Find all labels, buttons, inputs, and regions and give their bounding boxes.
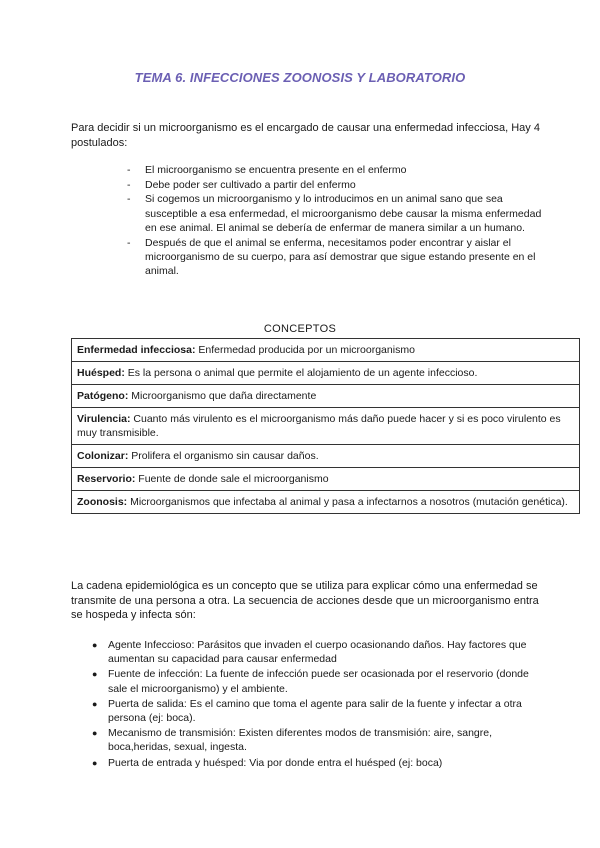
concept-definition: Microorganismos que infectaba al animal y pasa a infectarnos a nosotros (mutación genética).: [127, 496, 568, 508]
list-item: [127, 192, 547, 235]
postulates-list: [127, 163, 547, 279]
concept-term: Patógeno:: [77, 390, 129, 402]
concept-term: Enfermedad infecciosa:: [77, 344, 196, 356]
table-cell: [72, 339, 580, 362]
table-cell: [72, 491, 580, 514]
bullet-marker: ●: [92, 757, 98, 768]
epidemiological-chain-paragraph: La cadena epidemiológica es un concepto que se utiliza para explicar cómo una enfermedad se transmite de una persona a otra. La secuencia de acciones desde que un microorganismo entra se hospeda y infecta són:: [71, 580, 539, 622]
list-item: [127, 163, 547, 177]
list-item: [90, 667, 540, 695]
dash-marker: -: [127, 193, 131, 206]
bullet-marker: ●: [92, 669, 98, 680]
concept-definition: Enfermedad producida por un microorganismo: [195, 344, 415, 356]
table-cell: [72, 468, 580, 491]
bullet-marker: ●: [92, 728, 98, 739]
list-item: [127, 178, 547, 192]
table-row: [72, 408, 580, 445]
table-cell: [72, 408, 580, 445]
postulate-text: Después de que el animal se enferma, necesitamos poder encontrar y aislar el microorganismo de su cuerpo, para así demostrar que sigue estando presente en el animal.: [145, 236, 536, 277]
table-row: [72, 468, 580, 491]
chain-item-text: Fuente de infección: La fuente de infección puede ser ocasionada por el reservorio (donde sale el microorganismo) y el ambiente.: [108, 668, 529, 695]
concept-definition: Microorganismo que daña directamente: [128, 390, 317, 402]
chain-list: [90, 638, 540, 771]
concept-term: Colonizar:: [77, 450, 129, 462]
chain-item-text: Puerta de salida: Es el camino que toma el agente para salir de la fuente y infectar a otra persona (ej: boca).: [108, 697, 522, 725]
table-cell: [72, 385, 580, 408]
concepts-heading: CONCEPTOS: [263, 323, 337, 335]
document-title: TEMA 6. INFECCIONES ZOONOSIS Y LABORATORIO: [134, 70, 466, 85]
table-cell: [72, 445, 580, 468]
concept-term: Virulencia:: [77, 413, 131, 425]
concept-term: Zoonosis:: [77, 496, 128, 508]
postulate-text: Si cogemos un microorganismo y lo introducimos en un animal sano que sea susceptible a esa enfermedad, el microorganismo debe causar la misma enfermedad en ese animal. El animal se debería de enfermar de manera similar a un humano.: [145, 193, 542, 234]
table-row: [72, 445, 580, 468]
list-item: [90, 638, 540, 666]
chain-item-text: Mecanismo de transmisión: Existen diferentes modos de transmisión: aire, sangre, boca,heridas, sexual, ingesta.: [108, 727, 493, 754]
table-cell: [72, 362, 580, 385]
list-item: [127, 236, 547, 279]
list-item: [90, 756, 540, 770]
bullet-marker: ●: [92, 698, 98, 709]
dash-marker: -: [127, 164, 131, 176]
bullet-marker: ●: [92, 640, 98, 650]
intro-paragraph: Para decidir si un microorganismo es el encargado de causar una enfermedad infecciosa, Hay 4 postulados:: [71, 122, 540, 149]
dash-marker: -: [127, 236, 131, 249]
table-row: [72, 339, 580, 362]
concept-term: Huésped:: [77, 367, 125, 379]
list-item: [90, 697, 540, 725]
table-row: [72, 362, 580, 385]
concept-definition: Es la persona o animal que permite el alojamiento de un agente infeccioso.: [124, 367, 478, 379]
postulate-text: El microorganismo se encuentra presente en el enfermo: [145, 164, 407, 176]
concepts-table: [71, 338, 580, 514]
chain-item-text: Puerta de entrada y huésped: Via por donde entra el huésped (ej: boca): [108, 756, 443, 769]
concept-definition: Cuanto más virulento es el microorganismo más daño puede hacer y si es poco virulento es muy transmisible.: [77, 413, 561, 439]
postulate-text: Debe poder ser cultivado a partir del enfermo: [145, 178, 356, 191]
concept-term: Reservorio:: [77, 473, 136, 485]
table-row: [72, 491, 580, 514]
concept-definition: Fuente de donde sale el microorganismo: [135, 473, 329, 485]
chain-item-text: Agente Infeccioso: Parásitos que invaden el cuerpo ocasionando daños. Hay factores que aumentan su capacidad para causar enfermedad: [108, 639, 527, 666]
table-row: [72, 385, 580, 408]
concept-definition: Prolifera el organismo sin causar daños.: [128, 450, 319, 462]
list-item: [90, 726, 540, 754]
dash-marker: -: [127, 178, 131, 191]
